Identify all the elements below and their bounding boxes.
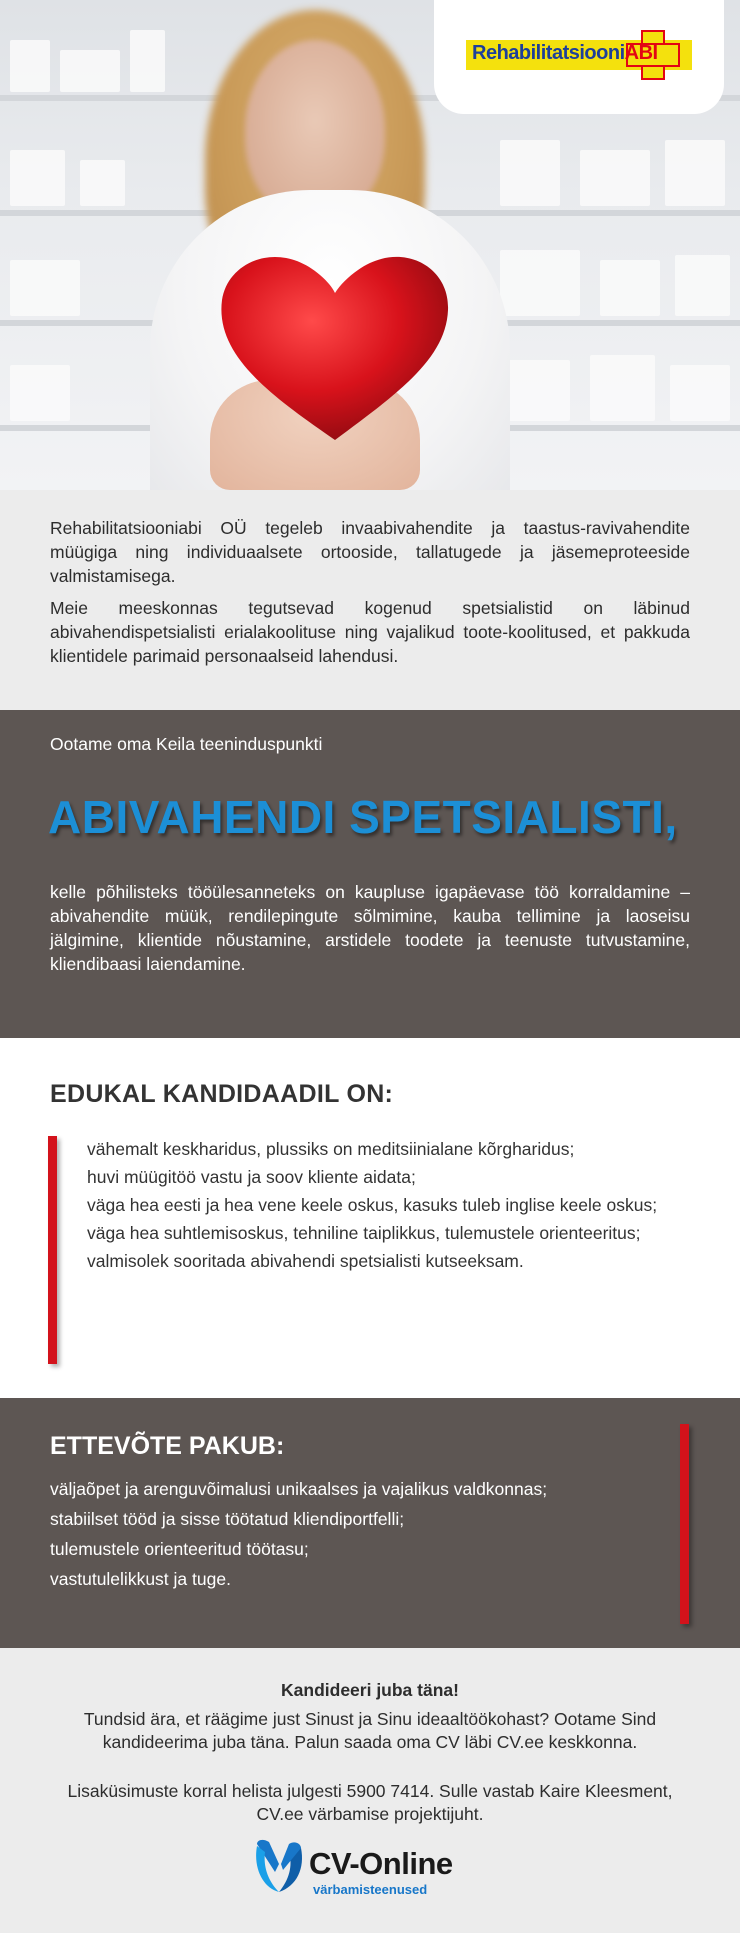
cv-online-logo — [253, 1838, 493, 1898]
position-section — [0, 710, 740, 1038]
list-item: väljaõpet ja arenguvõimalusi unikaalses ja vajalikus valdkonnas; — [50, 1479, 548, 1499]
cv-online-brand-sub: värbamisteenused — [313, 1882, 428, 1897]
intro-paragraph-2: Meie meeskonnas tegutsevad kogenud spetsialistid on läbinud abivahendispetsialisti erialakoolituse ning vajalikud toote-koolitused, et pakkuda klientidele parimaid personaalseid lahendusi. — [50, 598, 690, 666]
requirements-heading: EDUKAL KANDIDAADIL ON: — [50, 1080, 394, 1108]
list-item: huvi müügitöö vastu ja soov kliente aidata; — [87, 1167, 416, 1187]
list-item: vähemalt keskharidus, plussiks on meditsiinialane kõrgharidus; — [87, 1139, 575, 1159]
position-lead: Ootame oma Keila teeninduspunkti — [50, 734, 323, 754]
requirements-section — [0, 1038, 740, 1398]
list-item: tulemustele orienteeritud töötasu; — [50, 1539, 309, 1559]
list-item: stabiilset tööd ja sisse töötatud kliendiportfelli; — [50, 1509, 405, 1529]
logo-text-accent: ABI — [624, 42, 658, 64]
intro-paragraph-1: Rehabilitatsiooniabi OÜ tegeleb invaabivahendite ja taastus-ravivahendite müügiga ning individuaalsete ortooside, tallatugede ja jäsemeproteeside valmistamisega. — [50, 518, 690, 586]
apply-call-to-action: Kandideeri juba täna! — [281, 1680, 459, 1700]
list-item: väga hea suhtlemisoskus, tehniline taiplikkus, tulemustele orienteeritus; — [87, 1223, 641, 1243]
cv-online-mark-icon — [253, 1838, 305, 1894]
logo-text-main: Rehabilitatsiooni — [472, 42, 625, 64]
cv-online-brand-name: CV-Online — [309, 1846, 453, 1881]
position-title: ABIVAHENDI SPETSIALISTI, — [48, 791, 678, 843]
hero-image — [0, 0, 740, 490]
logo-card — [434, 0, 724, 114]
list-item: valmisolek sooritada abivahendi spetsialisti kutseeksam. — [87, 1251, 524, 1271]
offer-section — [0, 1398, 740, 1648]
company-intro — [0, 490, 740, 710]
contact-section — [0, 1648, 740, 1933]
offer-list — [50, 1478, 620, 1598]
offer-heading: ETTEVÕTE PAKUB: — [50, 1432, 285, 1460]
list-item: vastutulelikkust ja tuge. — [50, 1569, 231, 1589]
contact-paragraph-2: Lisaküsimuste korral helista julgesti 5900 7414. Sulle vastab Kaire Kleesment, CV.ee värbamise projektijuht. — [67, 1781, 673, 1824]
red-accent-bar — [48, 1136, 57, 1364]
red-heart-icon — [210, 245, 460, 445]
red-accent-bar — [680, 1424, 689, 1624]
rehabilitatsiooniabi-logo — [466, 30, 692, 80]
position-description: kelle põhilisteks tööülesanneteks on kaupluse igapäevase töö korraldamine – abivahendite müük, rendilepingute sõlmimine, kauba tellimine ja laoseisu jälgimine, klientide nõustamine, arstidele toodete ja teenuste tutvustamine, kliendibaasi laiendamine. — [50, 882, 690, 974]
list-item: väga hea eesti ja hea vene keele oskus, kasuks tuleb inglise keele oskus; — [87, 1195, 658, 1215]
requirements-list — [87, 1138, 690, 1278]
contact-paragraph-1: Tundsid ära, et räägime just Sinust ja Sinu ideaaltöökohast? Ootame Sind kandideerima juba täna. Palun saada oma CV läbi CV.ee keskkonna. — [83, 1709, 657, 1752]
